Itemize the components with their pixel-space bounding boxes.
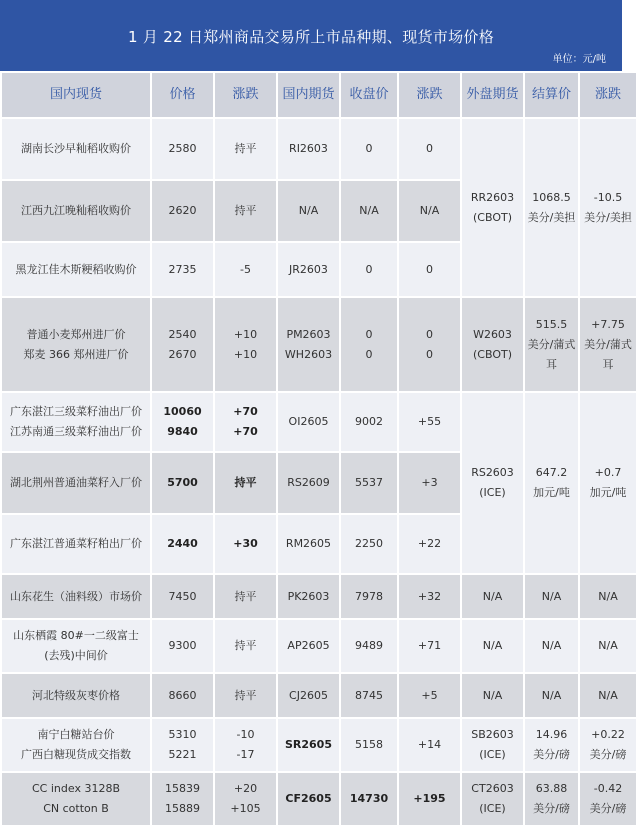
change-line: -17: [236, 748, 255, 761]
table-row: [2, 575, 636, 618]
foreign-futures: N/A: [462, 674, 523, 717]
change-value: +0.7: [594, 466, 622, 479]
change-unit: 美分/蒲式: [584, 337, 632, 351]
futures-close: 5537: [341, 453, 397, 513]
futures-line: PM2603: [286, 327, 331, 341]
spot-name-line: 山东栖霞 80#一二级富士: [13, 629, 139, 642]
table-row: [2, 119, 636, 179]
futures-code: OI2605: [278, 393, 339, 451]
settle-value: 515.5: [535, 317, 568, 331]
foreign-futures: [462, 719, 523, 771]
spot-change: [215, 719, 276, 771]
change-value: -10.5: [593, 190, 623, 204]
change-unit: 美分/磅: [589, 802, 627, 815]
foreign-code: CT2603: [471, 782, 514, 795]
spot-change: +30: [215, 515, 276, 573]
foreign-code: SB2603: [471, 728, 514, 741]
foreign-futures: [462, 393, 523, 573]
futures-code: SR2605: [278, 719, 339, 771]
spot-name-line: 普通小麦郑州进厂价: [26, 327, 126, 341]
price-line: 9840: [167, 425, 198, 438]
spot-change: [215, 393, 276, 451]
foreign-settle: [525, 393, 578, 573]
foreign-change: [580, 393, 636, 573]
foreign-settle: N/A: [525, 620, 578, 672]
spot-name-line: 广西白糖现货成交指数: [21, 748, 131, 761]
settle-unit: 美分/美担: [527, 210, 576, 224]
col-header-spot: 国内现货: [2, 73, 150, 117]
change-unit: 耳: [602, 357, 614, 371]
foreign-exchange: (CBOT): [473, 347, 512, 361]
price-line: 15889: [165, 802, 200, 815]
spot-name: [2, 393, 150, 451]
spot-name: [2, 298, 150, 391]
change-line: +105: [230, 802, 261, 815]
spot-change: 持平: [215, 119, 276, 179]
spot-name-line: 广东湛江三级菜籽油出厂价: [10, 405, 142, 418]
col-header-settle: 结算价: [525, 73, 578, 117]
spot-name: [2, 773, 150, 825]
spot-change: 持平: [215, 575, 276, 618]
spot-name: 江西九江晚籼稻收购价: [2, 181, 150, 241]
spot-name-line: CC index 3128B: [32, 782, 120, 795]
price-line: 5221: [168, 748, 197, 761]
foreign-settle: [525, 119, 578, 296]
spot-price: [152, 298, 213, 391]
settle-value: 63.88: [535, 782, 568, 795]
spot-price: 9300: [152, 620, 213, 672]
change-unit: 美分/磅: [589, 748, 627, 761]
futures-code: AP2605: [278, 620, 339, 672]
col-header-futures-change: 涨跌: [399, 73, 460, 117]
futures-code: RI2603: [278, 119, 339, 179]
spot-name-line: 江苏南通三级菜籽油出厂价: [10, 425, 142, 438]
futures-close: 9002: [341, 393, 397, 451]
futures-code: CJ2605: [278, 674, 339, 717]
spot-name: 山东花生（油料级）市场价: [2, 575, 150, 618]
spot-price: 2735: [152, 243, 213, 296]
foreign-futures: [462, 298, 523, 391]
table-row: [2, 298, 636, 391]
futures-change: +71: [399, 620, 460, 672]
spot-change: 持平: [215, 453, 276, 513]
col-header-foreign: 外盘期货: [462, 73, 523, 117]
spot-change: [215, 298, 276, 391]
spot-name: 黑龙江佳木斯粳稻收购价: [2, 243, 150, 296]
col-header-change: 涨跌: [215, 73, 276, 117]
spot-name: [2, 119, 150, 179]
futures-code: CF2605: [278, 773, 339, 825]
futures-close: [341, 298, 397, 391]
foreign-change: [580, 773, 636, 825]
spot-price: 7450: [152, 575, 213, 618]
futures-close: 9489: [341, 620, 397, 672]
futures-change: +5: [399, 674, 460, 717]
settle-value: 647.2: [535, 466, 568, 479]
futures-change: +14: [399, 719, 460, 771]
settle-value: 14.96: [535, 728, 568, 741]
foreign-change: [580, 119, 636, 296]
futures-change: +32: [399, 575, 460, 618]
spot-name-line: (去残)中间价: [44, 649, 108, 662]
foreign-settle: [525, 773, 578, 825]
spot-price: 2620: [152, 181, 213, 241]
table-header-row: [2, 73, 636, 117]
foreign-change: N/A: [580, 620, 636, 672]
change-value: +0.22: [591, 728, 625, 741]
futures-close: 7978: [341, 575, 397, 618]
spot-name: 湖北荆州普通油菜籽入厂价: [2, 453, 150, 513]
futures-code: JR2603: [278, 243, 339, 296]
table-row: [2, 393, 636, 451]
change-value: -0.42: [593, 782, 623, 795]
futures-code: N/A: [278, 181, 339, 241]
col-header-price: 价格: [152, 73, 213, 117]
settle-unit: 加元/吨: [533, 486, 570, 499]
settle-unit: 美分/磅: [533, 802, 570, 815]
foreign-settle: [525, 298, 578, 391]
foreign-change: [580, 719, 636, 771]
change-line: +10: [233, 347, 258, 361]
foreign-futures: [462, 773, 523, 825]
spot-name-line: 南宁白糖站台价: [37, 728, 115, 741]
foreign-futures: N/A: [462, 620, 523, 672]
foreign-code: RR2603: [470, 190, 515, 204]
foreign-exchange: (ICE): [479, 486, 506, 499]
foreign-futures: [462, 119, 523, 296]
change-line: +70: [233, 425, 258, 438]
futures-change: +3: [399, 453, 460, 513]
futures-change: 0: [399, 243, 460, 296]
price-table: [0, 71, 638, 827]
fchange-line: 0: [426, 327, 433, 341]
page-title: 1 月 22 日郑州商品交易所上市品种期、现货市场价格: [127, 28, 495, 46]
spot-name: [2, 620, 150, 672]
spot-price: 2580: [152, 119, 213, 179]
futures-close: 0: [341, 119, 397, 179]
close-line: 0: [365, 347, 373, 361]
foreign-exchange: (CBOT): [473, 210, 512, 224]
futures-change: [399, 298, 460, 391]
foreign-settle: [525, 719, 578, 771]
change-line: +70: [233, 405, 258, 418]
foreign-exchange: (ICE): [479, 748, 506, 761]
change-line: +20: [233, 782, 258, 795]
spot-price: 5700: [152, 453, 213, 513]
foreign-change: N/A: [580, 674, 636, 717]
unit-label: 单位：元/吨: [552, 54, 606, 65]
futures-line: WH2603: [284, 347, 333, 361]
change-value: +7.75: [591, 317, 625, 331]
settle-unit: 耳: [546, 357, 557, 371]
table-row: [2, 719, 636, 771]
close-line: 0: [365, 327, 373, 341]
foreign-exchange: (ICE): [479, 802, 506, 815]
futures-change: 0: [399, 119, 460, 179]
change-unit: 美分/美担: [584, 210, 632, 224]
page-header: [0, 0, 622, 71]
price-line: 10060: [163, 405, 202, 418]
spot-name: 广东湛江普通菜籽粕出厂价: [2, 515, 150, 573]
futures-code: [278, 298, 339, 391]
settle-unit: 美分/磅: [533, 748, 570, 761]
futures-close: 0: [341, 243, 397, 296]
foreign-futures: N/A: [462, 575, 523, 618]
spot-price: 2440: [152, 515, 213, 573]
futures-code: RS2609: [278, 453, 339, 513]
foreign-change: N/A: [580, 575, 636, 618]
foreign-settle: N/A: [525, 674, 578, 717]
futures-close: 8745: [341, 674, 397, 717]
table-row: [2, 620, 636, 672]
fchange-line: 0: [426, 347, 433, 361]
spot-price: [152, 393, 213, 451]
foreign-code: RS2603: [471, 466, 514, 479]
settle-value: 1068.5: [532, 190, 571, 204]
futures-close: 14730: [341, 773, 397, 825]
table-row: [2, 674, 636, 717]
futures-change: +22: [399, 515, 460, 573]
spot-price: 8660: [152, 674, 213, 717]
change-line: -10: [236, 728, 255, 741]
spot-change: 持平: [215, 620, 276, 672]
col-header-futures: 国内期货: [278, 73, 339, 117]
spot-name-line: 郑麦 366 郑州进厂价: [23, 347, 129, 361]
foreign-settle: N/A: [525, 575, 578, 618]
foreign-change: [580, 298, 636, 391]
foreign-code: W2603: [473, 327, 512, 341]
price-line: 5310: [168, 728, 197, 741]
spot-name-text: 湖南长沙早籼稻收购价: [21, 142, 131, 155]
futures-change: N/A: [399, 181, 460, 241]
futures-close: N/A: [341, 181, 397, 241]
spot-price: [152, 719, 213, 771]
futures-change: +195: [399, 773, 460, 825]
futures-change: +55: [399, 393, 460, 451]
spot-name: [2, 719, 150, 771]
price-line: 2540: [168, 327, 197, 341]
futures-close: 5158: [341, 719, 397, 771]
col-header-close: 收盘价: [341, 73, 397, 117]
spot-name-line: CN cotton B: [43, 802, 109, 815]
spot-change: 持平: [215, 674, 276, 717]
price-line: 15839: [165, 782, 200, 795]
futures-code: RM2605: [278, 515, 339, 573]
spot-price: [152, 773, 213, 825]
price-line: 2670: [168, 347, 197, 361]
spot-name: 河北特级灰枣价格: [2, 674, 150, 717]
change-line: +10: [233, 327, 258, 341]
spot-change: -5: [215, 243, 276, 296]
col-header-foreign-change: 涨跌: [580, 73, 636, 117]
table-row: [2, 773, 636, 825]
spot-change: [215, 773, 276, 825]
futures-code: PK2603: [278, 575, 339, 618]
spot-change: 持平: [215, 181, 276, 241]
futures-close: 2250: [341, 515, 397, 573]
change-unit: 加元/吨: [589, 486, 627, 499]
settle-unit: 美分/蒲式: [527, 337, 576, 351]
